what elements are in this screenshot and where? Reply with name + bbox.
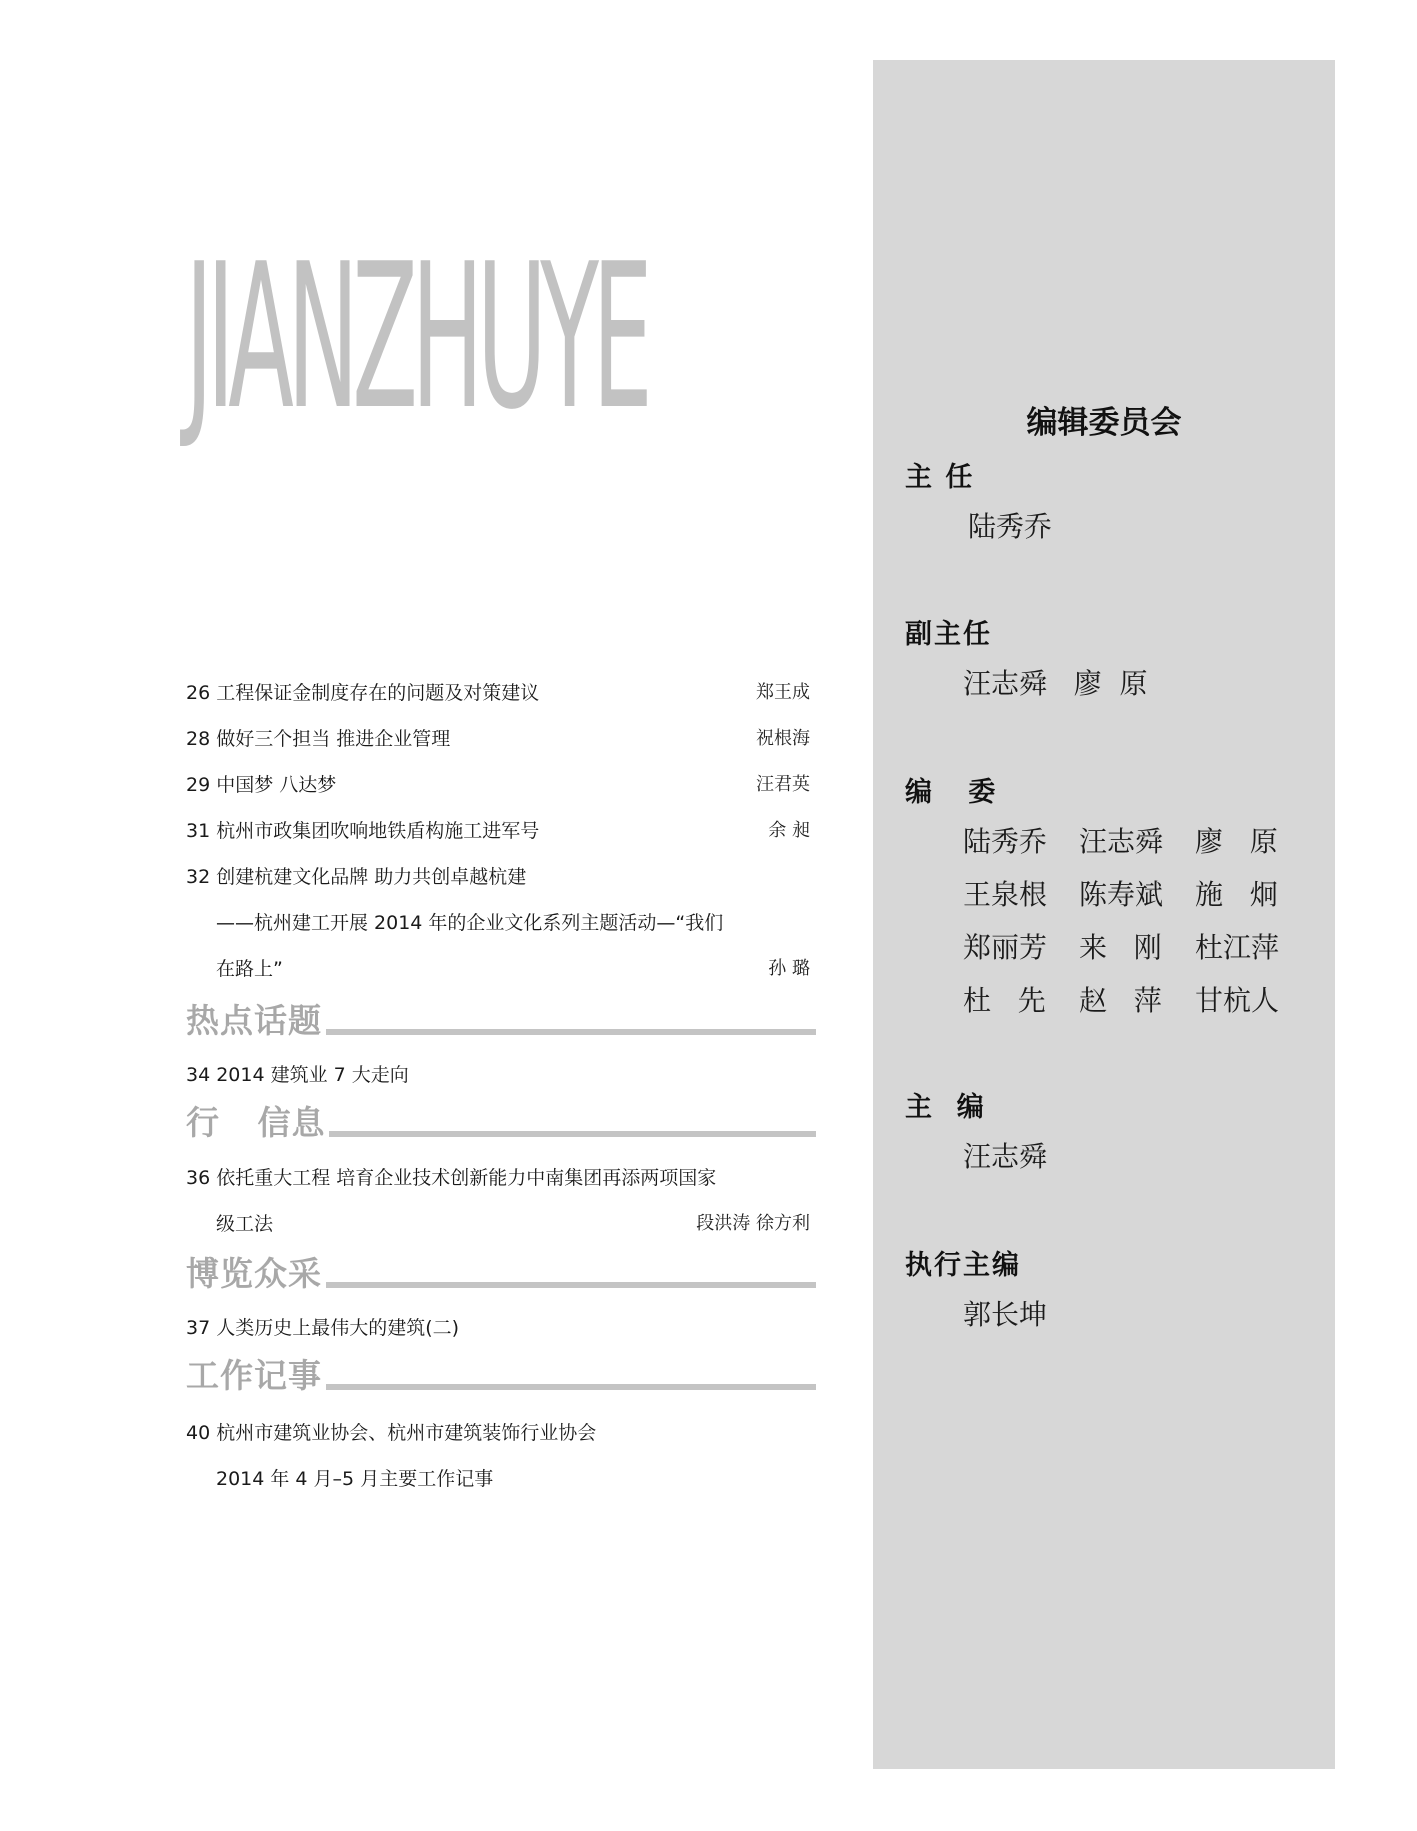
toc-entry-subtitle: 2014 年 4 月–5 月主要工作记事 (216, 1468, 494, 1490)
section-title: 行 信息 (186, 1097, 329, 1144)
editorial-board-panel (873, 60, 1335, 1769)
board-member: 汪志舜 (1079, 825, 1164, 858)
toc-entry-title: 29 中国梦 八达梦 (186, 774, 337, 796)
toc-entry-subtitle: ——杭州建工开展 2014 年的企业文化系列主题活动—“我们 (216, 912, 724, 934)
executive-editor-name: 郭长坤 (963, 1298, 1048, 1331)
toc-entry-author: 孙 璐 (768, 958, 810, 979)
board-member: 施 炯 (1195, 878, 1278, 911)
board-row (963, 873, 1303, 913)
section-heading (186, 995, 816, 1040)
toc-entry-title: 37 人类历史上最伟大的建筑(二) (186, 1317, 460, 1339)
board-member: 王泉根 (963, 878, 1048, 911)
board-member: 赵 萍 (1079, 984, 1162, 1017)
section-heading (186, 1350, 816, 1395)
section-heading (186, 1097, 816, 1142)
board-member: 郑丽芳 (963, 931, 1048, 964)
toc-entry-title: 31 杭州市政集团吹响地铁盾构施工进军号 (186, 820, 540, 842)
toc-entry[interactable] (186, 1163, 816, 1235)
toc-entry-author: 余 昶 (768, 820, 810, 841)
toc-entry-title: 32 创建杭建文化品牌 助力共创卓越杭建 (186, 866, 527, 888)
board-member: 杜 先 (963, 984, 1046, 1017)
toc-entry[interactable] (186, 1418, 816, 1490)
board-label: 编 委 (905, 777, 998, 808)
deputy-director-label: 副主任 (905, 619, 992, 650)
section-title: 工作记事 (186, 1350, 326, 1397)
toc-entry-title: 40 杭州市建筑业协会、杭州市建筑装饰行业协会 (186, 1422, 597, 1444)
section-title: 博览众采 (186, 1248, 326, 1295)
toc-entry[interactable] (186, 862, 816, 980)
toc-entry-author: 汪君英 (756, 774, 810, 795)
panel-heading: 编辑委员会 (1026, 405, 1182, 441)
editor-in-chief-label: 主 编 (905, 1092, 986, 1123)
board-member: 甘杭人 (1195, 984, 1280, 1017)
director-label: 主 任 (905, 462, 975, 493)
board-member: 杜江萍 (1195, 931, 1280, 964)
editor-in-chief-name: 汪志舜 (963, 1140, 1048, 1173)
toc-entry-title: 28 做好三个担当 推进企业管理 (186, 728, 451, 750)
board-member: 廖 原 (1195, 825, 1278, 858)
toc-entry-subtitle: 级工法 (216, 1213, 274, 1235)
toc-entry-author: 祝根海 (756, 728, 810, 749)
masthead-logo: JIANZHUYE (185, 221, 647, 454)
board-row (963, 979, 1303, 1019)
board-member: 来 刚 (1079, 931, 1162, 964)
board-row (963, 926, 1303, 966)
toc-entry-title: 36 依托重大工程 培育企业技术创新能力中南集团再添两项国家 (186, 1167, 717, 1189)
board-row (963, 820, 1303, 860)
board-member: 陆秀乔 (963, 825, 1048, 858)
toc-entry-author: 郑王成 (756, 682, 810, 703)
toc-entry-title: 34 2014 建筑业 7 大走向 (186, 1064, 409, 1086)
executive-editor-label: 执行主编 (905, 1250, 1021, 1281)
section-title: 热点话题 (186, 995, 326, 1042)
board-member: 陈寿斌 (1079, 878, 1164, 911)
section-heading (186, 1248, 816, 1293)
toc-entry-subtitle: 在路上” (216, 958, 283, 980)
toc-entry-author: 段洪涛 徐方利 (696, 1213, 810, 1234)
director-name: 陆秀乔 (968, 510, 1053, 543)
toc-entry-title: 26 工程保证金制度存在的问题及对策建议 (186, 682, 540, 704)
deputy-director-names: 汪志舜 廖 原 (963, 667, 1148, 700)
